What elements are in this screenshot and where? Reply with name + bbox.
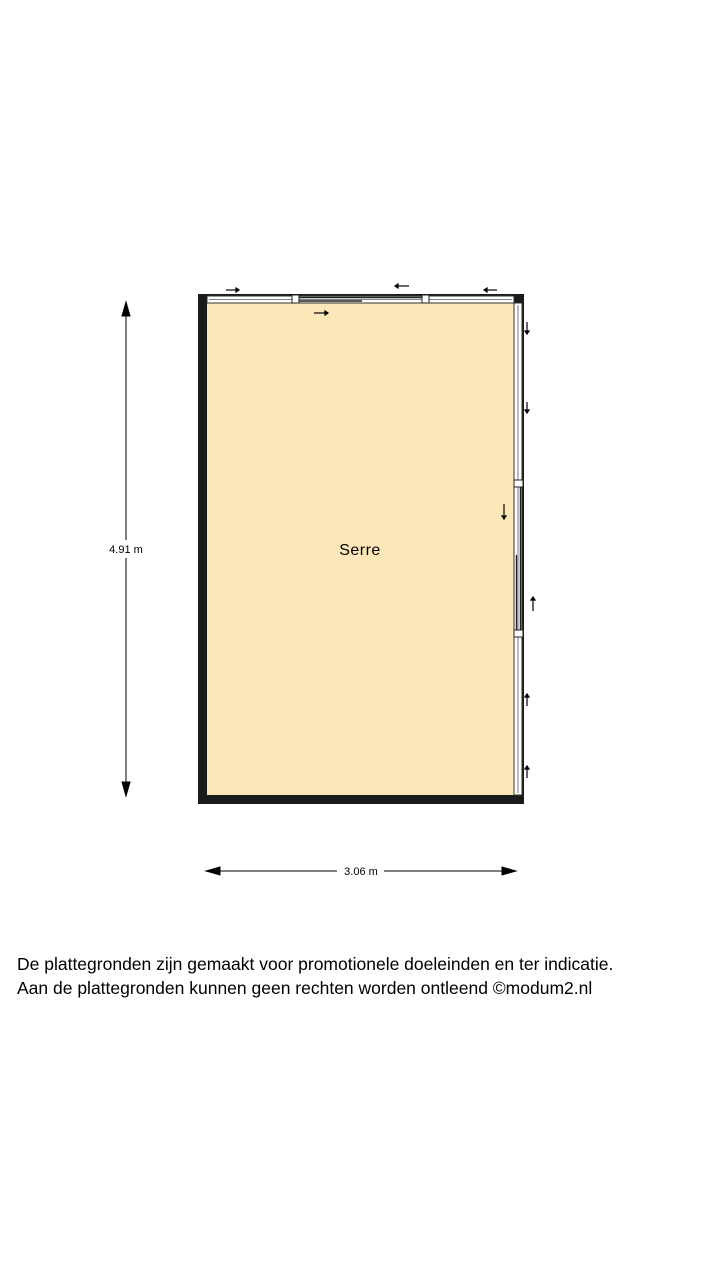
slide-arrow-icon [525, 766, 529, 778]
slide-arrow-icon [484, 288, 497, 292]
width-dimension-label: 3.06 m [344, 866, 378, 878]
right-window-frame [514, 303, 523, 795]
slide-arrow-icon [395, 284, 409, 288]
height-dimension-label: 4.91 m [109, 544, 143, 556]
slide-arrow-icon [226, 288, 239, 292]
disclaimer-line-1: De plattegronden zijn gemaakt voor promotionele doeleinden en ter indicatie. [17, 954, 614, 974]
disclaimer [17, 952, 717, 1000]
slide-arrow-icon [525, 694, 529, 706]
room-label: Serre [339, 542, 381, 559]
slide-arrow-icon [525, 322, 529, 334]
slide-arrow-icon [531, 597, 535, 611]
disclaimer-line-2: Aan de plattegronden kunnen geen rechten worden ontleend ©modum2.nl [17, 978, 593, 998]
slide-arrow-icon [525, 402, 529, 413]
top-window-frame [207, 295, 514, 303]
